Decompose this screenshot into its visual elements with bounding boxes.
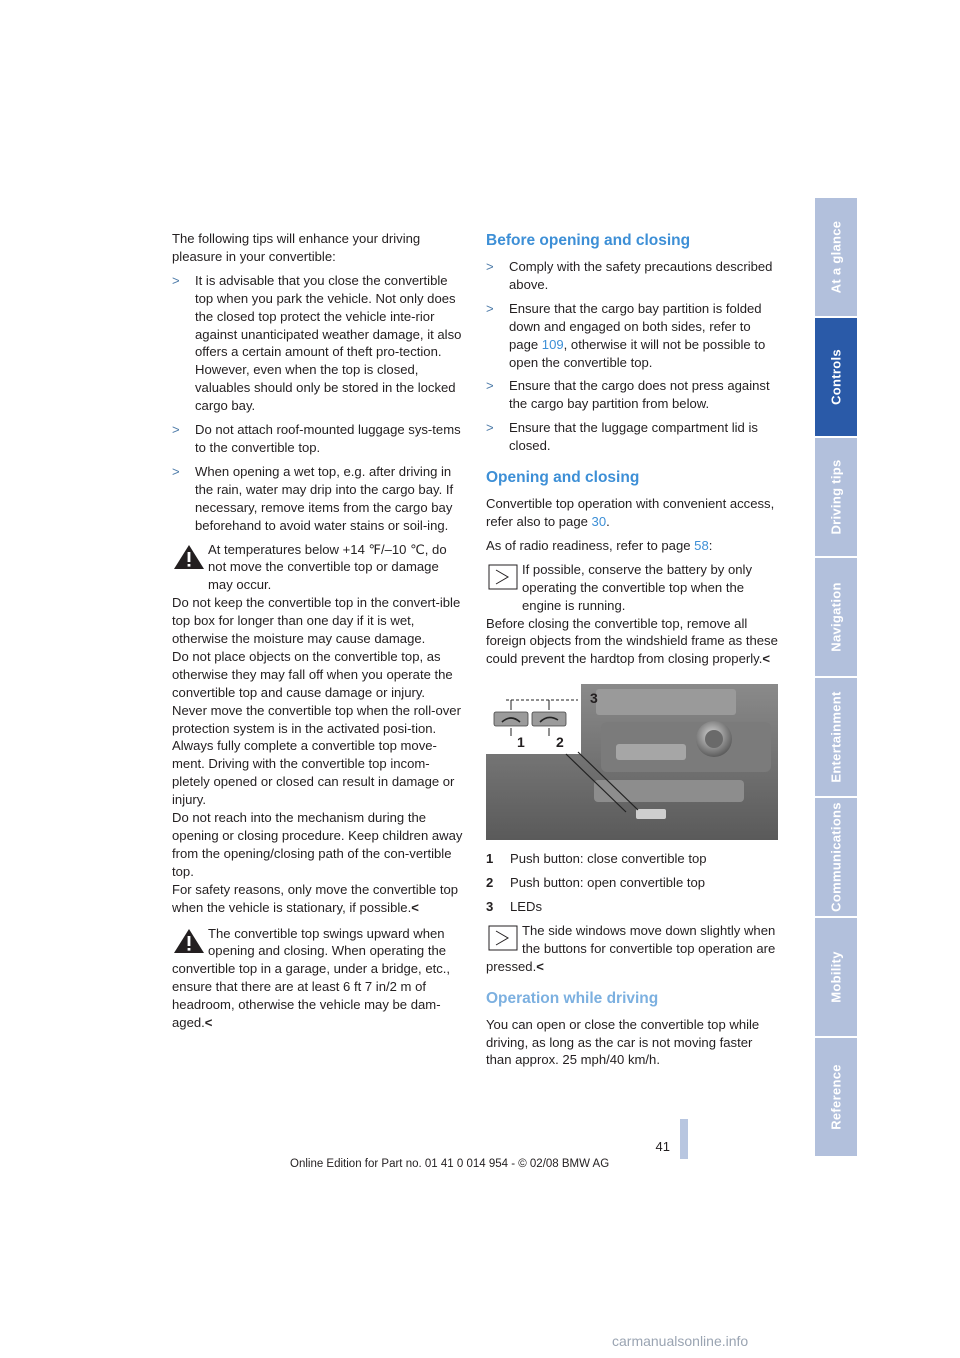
footer-edition: Online Edition for Part no. 01 41 0 014 954 - © 02/08 BMW AG: [290, 1158, 610, 1170]
legend-item: 3 LEDs: [486, 899, 543, 915]
chapter-tabs: [815, 198, 857, 1158]
warning-line: Never move the convertible top when the roll-over protection system is in the activated posi-tion.: [172, 702, 461, 736]
section-subheading: Operation while driving: [486, 989, 659, 1007]
warning-line: Do not keep the convertible top in the convert-ible top box for longer than one day if it is wet, otherwise the moisture may cause damage.: [172, 595, 461, 647]
list-item: [486, 419, 778, 455]
tab-mobility[interactable]: Mobility: [815, 918, 857, 1036]
bullet-text: When opening a wet top, e.g. after driving in the rain, water may drip into the cargo bay. If necessary, remove items from the cargo bay beforehand to avoid water stains or soil-ing.: [195, 463, 454, 533]
warning-text: The convertible top swings upward when opening and closing. When operating the convertible top in a garage, under a bridge, etc., ensure that there are at least 6 ft 7 in/2 m of headroom, otherwise the vehicle may be dam-aged.<: [172, 925, 451, 1031]
left-column: [172, 230, 464, 1038]
bullet-mark: >: [172, 272, 180, 288]
bullet-mark: >: [486, 300, 494, 316]
warning-line-last: For safety reasons, only move the convertible top when the vehicle is stationary, if possible.<: [172, 881, 459, 915]
note-arrow-icon: [486, 924, 520, 952]
note-text: The side windows move down slightly when the buttons for convertible top operation are pressed.<: [486, 922, 776, 974]
list-item: [172, 463, 464, 535]
note-block: [486, 561, 778, 668]
dashboard-photo: [486, 684, 778, 840]
bullet-mark: >: [172, 422, 180, 438]
figure-callout-1: 1: [517, 734, 525, 751]
page-link-109[interactable]: 109: [541, 336, 564, 352]
note-lead: If possible, conserve the battery by only operating the convertible top when the engine is running.: [522, 561, 752, 613]
tab-communications[interactable]: Communications: [815, 798, 857, 916]
bullet-mark: >: [172, 463, 180, 479]
figure-callout-2: 2: [556, 734, 564, 751]
tab-navigation[interactable]: Navigation: [815, 558, 857, 676]
list-item: [172, 421, 464, 457]
bullet-text: Ensure that the cargo bay partition is folded down and engaged on both sides, refer to page 109, otherwise it will not be possible to open the convertible top.: [509, 300, 766, 370]
figure-callout-3: 3: [590, 690, 598, 707]
list-item: [486, 300, 778, 372]
watermark: carmanualsonline.info: [612, 1333, 749, 1349]
tab-controls[interactable]: Controls: [815, 318, 857, 436]
end-mark: <: [536, 958, 544, 974]
page-marker-bar: [680, 1119, 688, 1159]
note-arrow-icon: [486, 563, 520, 591]
page-link-30[interactable]: 30: [591, 513, 607, 529]
note-rest: Before closing the convertible top, remove all foreign objects from the windshield frame as these could prevent the hardtop from closing properly.<: [486, 615, 778, 667]
legend-item: 1 Push button: close convertible top: [486, 851, 707, 867]
warning-line: Do not place objects on the convertible top, as otherwise they may fall off when you operate the convertible top and cause damage or injury.: [172, 648, 453, 700]
section-heading: Opening and closing: [486, 469, 640, 487]
section-heading: Before opening and closing: [486, 232, 691, 249]
paragraph: Convertible top operation with convenient access, refer also to page 30.: [486, 496, 775, 529]
list-item: [172, 272, 464, 415]
bullet-mark: >: [486, 378, 494, 394]
warning-line: Do not reach into the mechanism during the opening or closing procedure. Keep children away from the opening/closing path of the con-vertible top.: [172, 810, 463, 879]
bullet-text: Do not attach roof-mounted luggage sys-tems to the convertible top.: [195, 422, 461, 455]
end-mark: <: [204, 1015, 213, 1031]
warning-block: [172, 925, 464, 1032]
bullet-text: It is advisable that you close the convertible top when you park the vehicle. Not only does the closed top protect the vehicle inte-rior against unanticipated weather damage, it also offers a certain amount of theft pro-tection. However, even when the top is closed, valuables should only be stored in the locked cargo bay.: [195, 272, 462, 414]
page-link-58[interactable]: 58: [694, 537, 709, 553]
intro-paragraph: The following tips will enhance your driving pleasure in your convertible:: [172, 231, 421, 264]
paragraph: As of radio readiness, refer to page 58:: [486, 537, 713, 553]
warning-lead: At temperatures below +14 ℉/–10 ℃, do not move the convertible top or damage may occur.: [208, 541, 447, 593]
warning-triangle-icon: [172, 927, 206, 955]
warning-line: Always fully complete a convertible top move-ment. Driving with the convertible top incom-pletely opened or closed can result in damage or injury.: [172, 738, 455, 808]
bullet-mark: >: [486, 259, 494, 274]
bullet-mark: >: [486, 420, 494, 436]
note-block: [486, 922, 778, 976]
tab-at-a-glance[interactable]: At a glance: [815, 198, 857, 316]
end-mark: <: [411, 899, 419, 915]
paragraph: You can open or close the convertible top while driving, as long as the car is not moving faster than approx. 25 mph/40 km/h.: [486, 1016, 760, 1068]
legend-item: 2 Push button: open convertible top: [486, 875, 706, 891]
list-item: [486, 258, 778, 294]
convertible-top-buttons-figure: [486, 684, 778, 840]
warning-block: [172, 541, 464, 917]
list-item: [486, 377, 778, 413]
end-mark: <: [762, 651, 770, 667]
tab-driving-tips[interactable]: Driving tips: [815, 438, 857, 556]
bullet-text: Comply with the safety precautions described above.: [509, 259, 773, 292]
bullet-text: Ensure that the cargo does not press against the cargo bay partition from below.: [509, 378, 770, 412]
warning-triangle-icon: [172, 543, 206, 571]
right-column: [486, 230, 778, 1075]
tab-reference[interactable]: Reference: [815, 1038, 857, 1156]
tab-entertainment[interactable]: Entertainment: [815, 678, 857, 796]
bullet-text: Ensure that the luggage compartment lid is closed.: [509, 420, 758, 454]
page-number: 41: [655, 1139, 670, 1154]
